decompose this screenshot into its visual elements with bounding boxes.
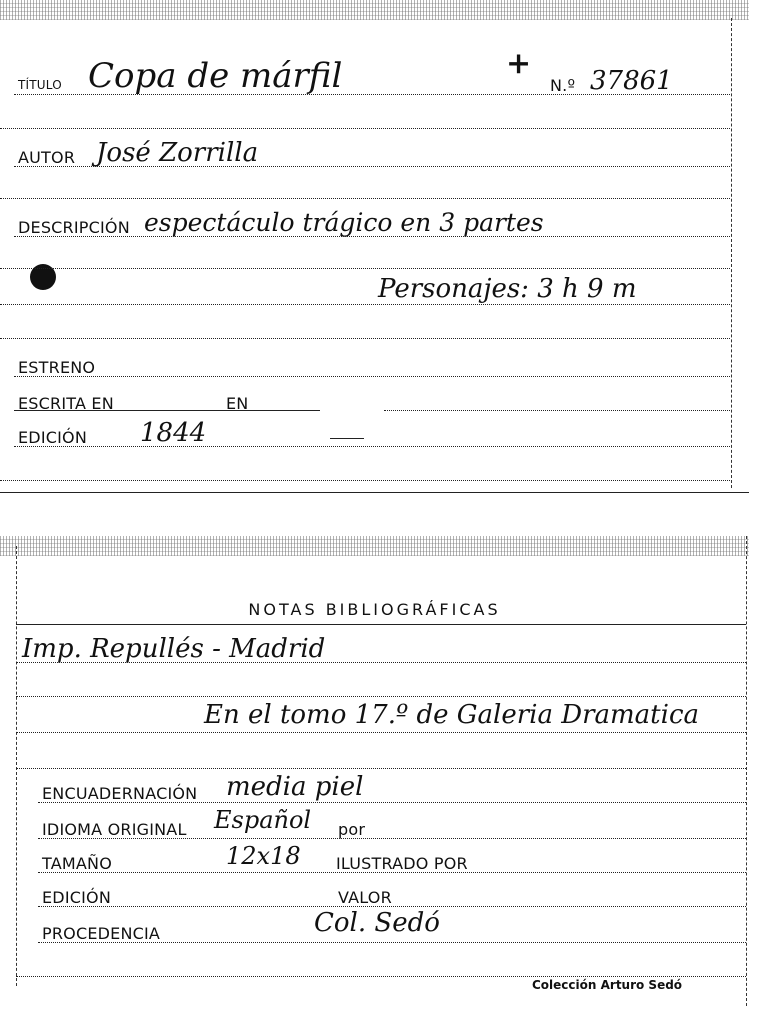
nota-line-1: Imp. Repullés - Madrid bbox=[22, 634, 326, 664]
catalog-card-front bbox=[0, 0, 749, 493]
tamano-rule bbox=[38, 872, 746, 873]
numero-value: 37861 bbox=[590, 66, 673, 96]
procedencia-rule bbox=[38, 942, 746, 943]
nota-line-2: En el tomo 17.º de Galeria Dramatica bbox=[204, 700, 700, 730]
collection-footer: Colección Arturo Sedó bbox=[532, 978, 683, 992]
procedencia-label: PROCEDENCIA bbox=[42, 924, 161, 943]
encuadernacion-label: ENCUADERNACIÓN bbox=[42, 784, 198, 803]
rule-bottom bbox=[0, 480, 730, 481]
tamano-label: TAMAÑO bbox=[42, 854, 112, 873]
en-rule bbox=[384, 410, 730, 411]
rule-6 bbox=[0, 268, 730, 269]
descripcion-value: espectáculo trágico en 3 partes bbox=[144, 208, 544, 237]
procedencia-value: Col. Sedó bbox=[314, 908, 440, 938]
escrita-en-label: ESCRITA EN bbox=[18, 394, 114, 413]
card-edge-speckle bbox=[0, 536, 749, 556]
rule-4 bbox=[0, 198, 730, 199]
idioma-value: Español bbox=[214, 806, 312, 834]
titulo-label: TÍTULO bbox=[18, 78, 62, 92]
titulo-rule bbox=[14, 94, 730, 95]
edicion-label: EDICIÓN bbox=[18, 428, 88, 447]
rule-7 bbox=[0, 304, 730, 305]
nota-rule-2 bbox=[16, 696, 746, 697]
escrita-en-rule bbox=[14, 410, 320, 411]
rule-2 bbox=[0, 128, 730, 129]
estreno-rule bbox=[14, 376, 730, 377]
valor-label: VALOR bbox=[338, 888, 392, 907]
card-right-border bbox=[731, 18, 732, 488]
nota-rule-1 bbox=[16, 662, 746, 663]
estreno-label: ESTRENO bbox=[18, 358, 96, 377]
descripcion-rule bbox=[14, 236, 730, 237]
en-label: EN bbox=[226, 394, 249, 413]
tamano-value: 12x18 bbox=[226, 842, 301, 870]
encuadernacion-value: media piel bbox=[226, 772, 364, 802]
rule-last bbox=[16, 976, 746, 977]
numero-label: N.º bbox=[550, 76, 576, 95]
plus-mark: + bbox=[506, 46, 532, 81]
edicion2-rule bbox=[38, 906, 746, 907]
autor-rule bbox=[14, 166, 730, 167]
notas-title-rule bbox=[16, 624, 746, 625]
descripcion-label: DESCRIPCIÓN bbox=[18, 218, 130, 237]
autor-label: AUTOR bbox=[18, 148, 76, 167]
idioma-rule bbox=[38, 838, 746, 839]
nota-rule-3 bbox=[16, 732, 746, 733]
idioma-label: IDIOMA ORIGINAL bbox=[42, 820, 187, 839]
ilustrado-label: ILUSTRADO POR bbox=[336, 854, 468, 873]
rule-8 bbox=[0, 338, 730, 339]
card-edge-speckle bbox=[0, 0, 749, 20]
por-label: por bbox=[338, 820, 366, 839]
dash-mark bbox=[330, 438, 364, 439]
titulo-value: Copa de márfil bbox=[88, 56, 343, 96]
edicion2-label: EDICIÓN bbox=[42, 888, 112, 907]
nota-rule-4 bbox=[16, 768, 746, 769]
edicion-value: 1844 bbox=[140, 418, 207, 448]
notas-title: NOTAS BIBLIOGRÁFICAS bbox=[248, 600, 501, 619]
catalog-card-back bbox=[0, 536, 749, 1014]
autor-value: José Zorrilla bbox=[96, 138, 259, 168]
edicion-rule bbox=[14, 446, 730, 447]
personajes-value: Personajes: 3 h 9 m bbox=[378, 274, 637, 304]
encuadernacion-rule bbox=[38, 802, 746, 803]
